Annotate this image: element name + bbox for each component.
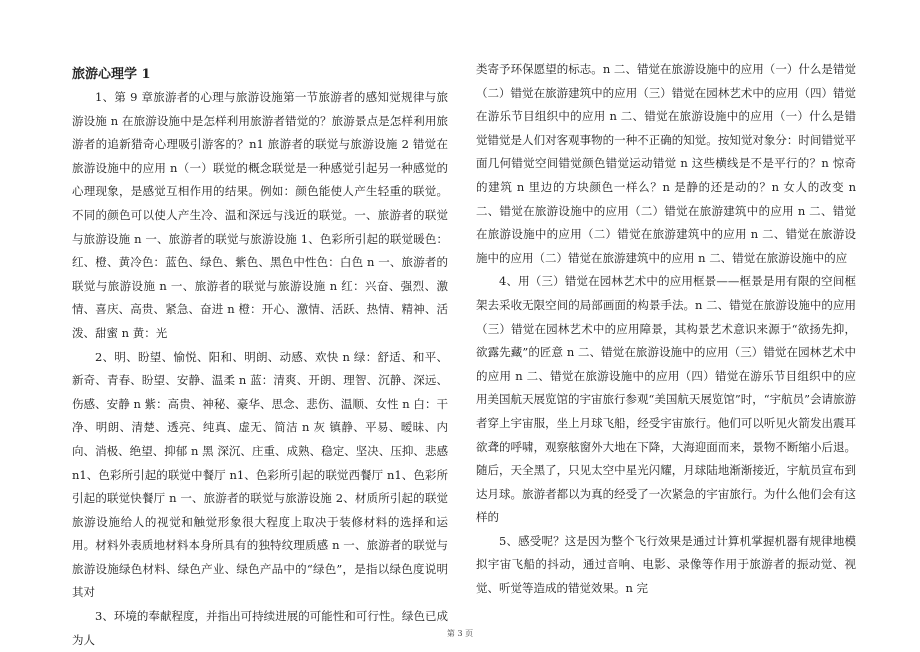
paragraph-5: 5、感受呢？这是因为整个飞行效果是通过计算机掌握机器有规律地模拟宇宙飞船的抖动，通过音响、电影、录像等作用于旅游者的振动觉、视觉、听觉等造成的错觉效果。n 完: [476, 533, 856, 596]
right-column: [476, 58, 856, 601]
paragraph-2: 2、明、盼望、愉悦、阳和、明朗、动感、欢快 n 绿：舒适、和平、新奇、青春、盼望、安静、温柔 n 蓝：清爽、开朗、理智、沉静、深远、伤感、安静 n 紫：高贵、神秘、豪华、思念、悲伤、温顺、女性 n 白：干净、明朗、清楚、透亮、纯真、虚无、简洁 n 灰 镇静、平易、暧昧、内向、消极、绝望、抑郁 n 黑 深沉、庄重、成熟、稳定、坚决、压抑、悲感 n1、色彩所引起的联觉中餐厅 n1、色彩所引起的联觉西餐厅 n1、色彩所引起的联觉快餐厅 n 一、旅游者的联觉与旅游设施 2、材质所引起的联觉旅游设施给人的视觉和触觉形象很大程度上取决于装修材料的选择和运用。材料外表质地材料本身所具有的独特纹理质感 n 一、旅游者的联觉与旅游设施绿色材料、绿色产业、绿色产品中的“绿色”，是指以绿色度说明其对: [72, 349, 448, 600]
paragraph-1: 1、第 9 章旅游者的心理与旅游设施第一节旅游者的感知觉规律与旅游设施 n 在旅游设施中是怎样利用旅游者错觉的？旅游景点是怎样利用旅游者的追新猎奇心理吸引游客的？n1 旅游者的联觉与旅游设施 2 错觉在旅游设施中的应用 n（一）联觉的概念联觉是一种感觉引起另一种感觉的心理现象，是感觉互相作用的结果。例如：颜色能使人产生轻重的联觉。不同的颜色可以使人产生冷、温和深远与浅近的联觉。一、旅游者的联觉与旅游设施 n 一、旅游者的联觉与旅游设施 1、色彩所引起的联觉暖色：红、橙、黄冷色：蓝色、绿色、紫色、黑色中性色：白色 n 一、旅游者的联觉与旅游设施 n 一、旅游者的联觉与旅游设施 n 红：兴奋、强烈、激情、喜庆、高贵、紧急、奋进 n 橙：开心、激情、活跃、热情、精神、活泼、甜蜜 n 黄：光: [72, 90, 448, 340]
paragraph-3: 3、环境的奉献程度，并指出可持续进展的可能性和可行性。绿色已成为人: [72, 609, 448, 647]
paragraph-4: 4、用（三）错觉在园林艺术中的应用框景——框景是用有限的空间框架去采收无限空间的局部画面的构景手法。n 二、错觉在旅游设施中的应用（三）错觉在园林艺术中的应用障景，其构景艺术意识来源于“欲扬先抑，欲露先藏”的匠意 n 二、错觉在旅游设施中的应用（三）错觉在园林艺术中的应用 n 二、错觉在旅游设施中的应用（四）错觉在游乐节目组织中的应用美国航天展览馆的宇宙旅行参观“美国航天展览馆”时，“宇航员”会请旅游者穿上宇宙服，坐上月球飞船，经受宇宙旅行。他们可以听见火箭发出震耳欲聋的呼啸，观察舷窗外大地在下降，大海迎面而来，景物不断缩小后退。随后，天全黑了，只见太空中星光闪耀，月球陆地渐渐接近，宇航员宣布到达月球。旅游者都以为真的经受了一次紧急的宇宙旅行。为什么他们会有这样的: [476, 274, 857, 525]
document-title: 旅游心理学 1: [72, 67, 151, 82]
paragraph-3-continued: 类寄予环保愿望的标志。n 二、错觉在旅游设施中的应用（一）什么是错觉（二）错觉在旅游建筑中的应用（三）错觉在园林艺术中的应用（四）错觉在游乐节目组织中的应用 n 二、错觉在旅游设施中的应用（一）什么是错觉错觉是人们对客观事物的一种不正确的知觉。按知觉对象分：时间错觉平面几何错觉空间错觉颜色错觉运动错觉 n 这些横线是不是平行的？n 惊奇的建筑 n 里边的方块颜色一样么？n 是静的还是动的？n 女人的改变 n 二、错觉在旅游设施中的应用（二）错觉在旅游建筑中的应用 n 二、错觉在旅游设施中的应用（二）错觉在旅游建筑中的应用 n 二、错觉在旅游设施中的应用（二）错觉在旅游建筑中的应用 n 二、错觉在旅游设施中的应: [476, 62, 856, 265]
page-number: 第 3 页: [446, 629, 474, 638]
left-column: [72, 64, 448, 652]
